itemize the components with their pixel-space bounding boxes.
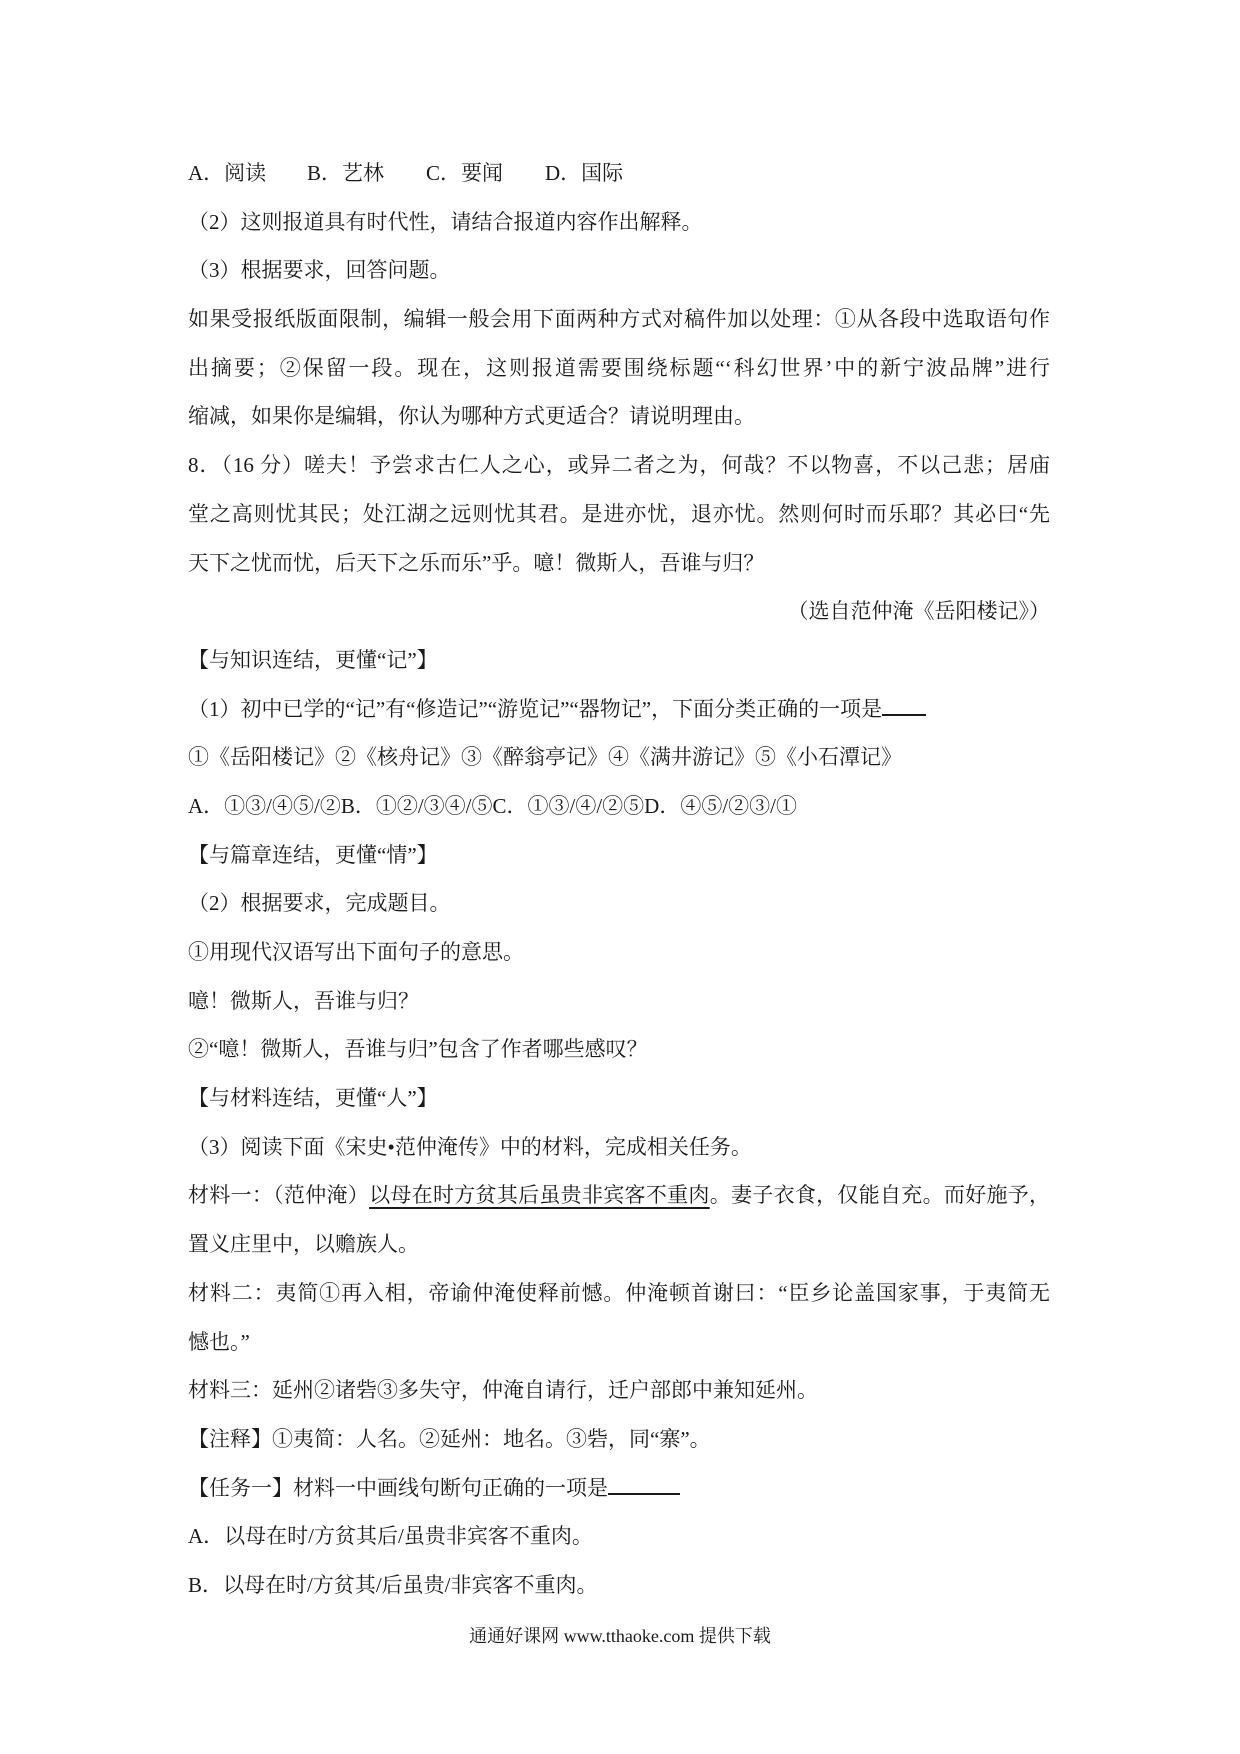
- material1-line1: [188, 1171, 1050, 1220]
- material1-prefix: 材料一：（范仲淹）: [188, 1183, 370, 1208]
- answer-blank: [608, 1473, 680, 1495]
- material2-line2: 憾也。”: [188, 1329, 250, 1354]
- section3-heading: 【与材料连结，更懂“人”】: [188, 1086, 438, 1111]
- q8-passage-line: 天下之忧而忧，后天下之乐而乐”乎。噫！微斯人，吾谁与归？: [188, 550, 765, 575]
- task1-option-a: A．以母在时/方贫其后/虽贵非宾客不重肉。: [188, 1524, 593, 1549]
- material2-line1: 材料二：夷简①再入相，帝谕仲淹使释前憾。仲淹顿首谢曰：“臣乡论盖国家事，于夷简无: [188, 1280, 1050, 1305]
- q7-part3-text-line: 如果受报纸版面限制，编辑一般会用下面两种方式对稿件加以处理：①从各段中选取语句作: [188, 307, 1050, 332]
- section1-items: ①《岳阳楼记》②《核舟记》③《醉翁亭记》④《满井游记》⑤《小石潭记》: [188, 745, 902, 770]
- material1-line2: 置义庄里中，以赡族人。: [188, 1232, 419, 1257]
- answer-blank: [882, 694, 926, 716]
- section2-sentence: 噫！微斯人，吾谁与归？: [188, 988, 419, 1013]
- section1-options: A．①③/④⑤/②B．①②/③④/⑤C．①③/④/②⑤D．④⑤/②③/①: [188, 793, 798, 818]
- section2-heading: 【与篇章连结，更懂“情”】: [188, 842, 438, 867]
- q8-passage-line: 堂之高则忧其民；处江湖之远则忧其君。是进亦忧，退亦忧。然则何时而乐耶？其必曰“先: [188, 501, 1050, 526]
- q7-part3-text-line: 出摘要；②保留一段。现在，这则报道需要围绕标题“‘科幻世界’中的新宁波品牌”进行: [188, 355, 1050, 380]
- section2-task2: ②“噫！微斯人，吾谁与归”包含了作者哪些感叹？: [188, 1037, 648, 1062]
- option-b: B．艺林: [307, 161, 385, 185]
- page-footer: 通通好课网 www.tthaoke.com 提供下载: [469, 1626, 771, 1646]
- q8-source: （选自范仲淹《岳阳楼记》）: [787, 599, 1050, 624]
- q7-part2: （2）这则报道具有时代性，请结合报道内容作出解释。: [188, 209, 703, 234]
- section1-question-text: （1）初中已学的“记”有“修造记”“游览记”“器物记”，下面分类正确的一项是: [188, 696, 883, 721]
- section2-task1: ①用现代汉语写出下面句子的意思。: [188, 940, 524, 964]
- option-c: C．要闻: [426, 161, 504, 185]
- section3-question: （3）阅读下面《宋史•范仲淹传》中的材料，完成相关任务。: [188, 1134, 752, 1159]
- task1-option-b: B．以母在时/方贫其/后虽贵/非宾客不重肉。: [188, 1572, 598, 1597]
- option-a: A．阅读: [188, 161, 267, 185]
- material3: 材料三：延州②诸砦③多失守，仲淹自请行，迁户部郎中兼知延州。: [188, 1378, 818, 1403]
- q7-part1-options: [188, 149, 1050, 198]
- q8-passage-line: 8．（16 分）嗟夫！予尝求古仁人之心，或异二者之为，何哉？不以物喜，不以己悲；居庙: [188, 453, 1050, 478]
- task1-question-text: 【任务一】材料一中画线句断句正确的一项是: [188, 1475, 608, 1500]
- option-d: D．国际: [545, 161, 624, 185]
- task1-question: [188, 1464, 1050, 1513]
- q7-part3-heading: （3）根据要求，回答问题。: [188, 258, 451, 283]
- q7-part3-text-line: 缩减，如果你是编辑，你认为哪种方式更适合？请说明理由。: [188, 404, 755, 429]
- section1-question: [188, 685, 1050, 734]
- material1-underlined-sentence: 以母在时方贫其后虽贵非宾客不重肉: [369, 1183, 710, 1208]
- notes: 【注释】①夷简：人名。②延州：地名。③砦，同“寨”。: [188, 1426, 711, 1451]
- section1-heading: 【与知识连结，更懂“记”】: [188, 647, 438, 672]
- material1-suffix: 。妻子衣食，仅能自充。而好施予，: [709, 1183, 1051, 1208]
- section2-question: （2）根据要求，完成题目。: [188, 891, 451, 916]
- page-content: [188, 149, 1050, 1610]
